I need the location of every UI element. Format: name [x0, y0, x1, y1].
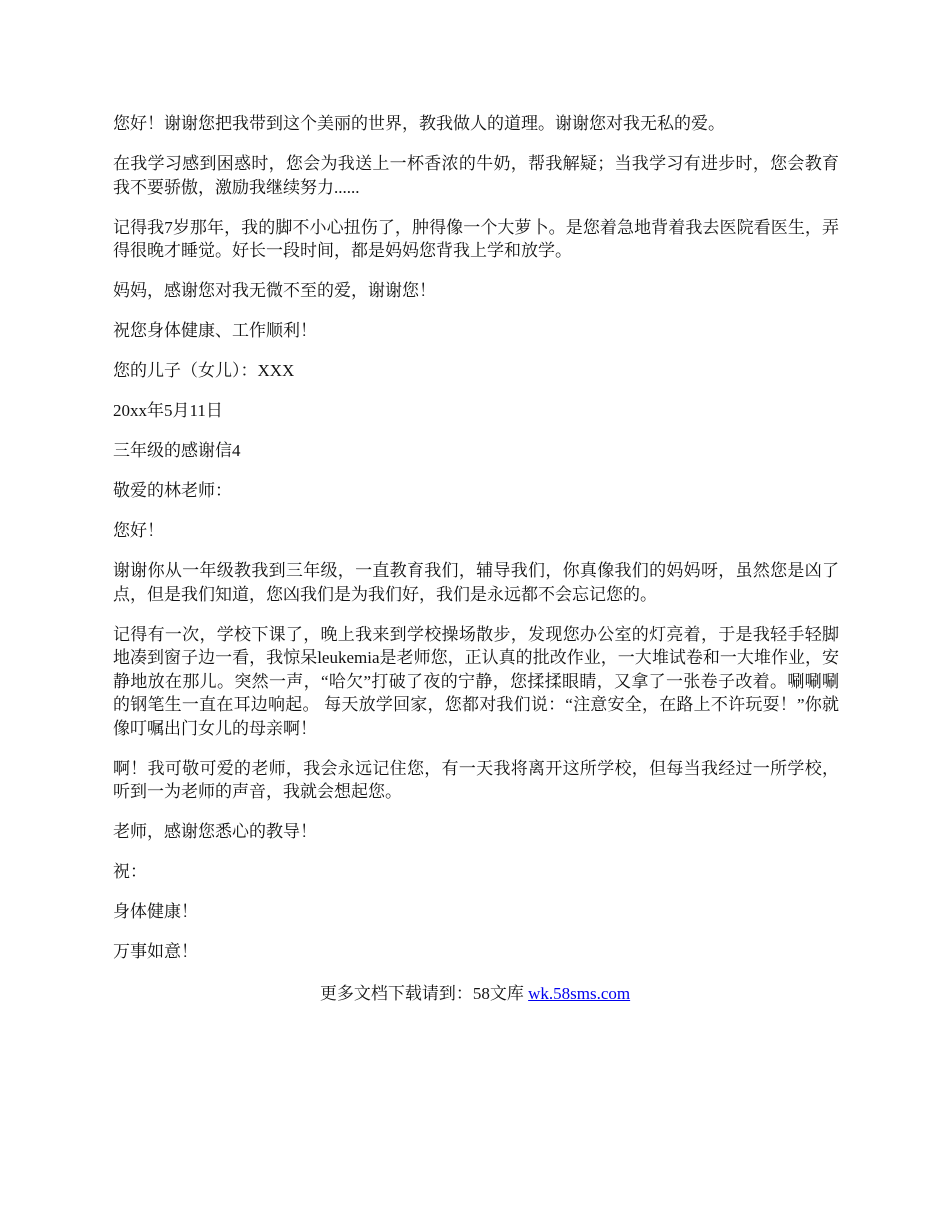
paragraph-signature: 您的儿子（女儿）：XXX: [113, 361, 295, 380]
paragraph-greeting: 您好！谢谢您把我带到这个美丽的世界，教我做人的道理。谢谢您对我无私的爱。: [113, 114, 725, 133]
paragraph-hello: 您好！: [113, 521, 164, 540]
paragraph-thanks-mom: 妈妈，感谢您对我无微不至的爱，谢谢您！: [113, 281, 436, 300]
paragraph-date: 20xx年5月11日: [113, 401, 223, 420]
paragraph-teacher-thanks: 谢谢你从一年级教我到三年级，一直教育我们，辅导我们，你真像我们的妈妈呀，虽然您是凶了点，但是我们知道，您凶我们是为我们好，我们是永远都不会忘记您的。: [113, 561, 839, 604]
paragraph-injury: 记得我7岁那年，我的脚不小心扭伤了，肿得像一个大萝卜。是您着急地背着我去医院看医生，弄得很晚才睡觉。好长一段时间，都是妈妈您背我上学和放学。: [113, 217, 839, 260]
paragraph-milk: 在我学习感到困惑时，您会为我送上一杯香浓的牛奶，帮我解疑；当我学习有进步时，您会教育我不要骄傲，激励我继续努力......: [113, 154, 839, 197]
paragraph-wellbeing: 万事如意！: [113, 942, 198, 961]
footer-text: 更多文档下载请到：58文库: [319, 984, 529, 1003]
paragraph-blessing: 祝：: [113, 862, 147, 881]
document-body: [113, 112, 839, 980]
section-title: 三年级的感谢信4: [113, 441, 241, 460]
paragraph-memory: 记得有一次，学校下课了，晚上我来到学校操场散步，发现您办公室的灯亮着，于是我轻手轻脚地凑到窗子边一看，我惊呆leukemia是老师您，正认真的批改作业，一大堆试卷和一大堆作业，安静地放在那儿。突然一声，“哈欠”打破了夜的宁静，您揉揉眼睛，又拿了一张卷子改着。唰唰唰的钢笔生一直在耳边响起。 每天放学回家，您都对我们说：“注意安全，在路上不许玩耍！”你就像叮嘱出门女儿的母亲啊！: [113, 624, 839, 738]
footer-link[interactable]: wk.58sms.com: [528, 984, 631, 1003]
paragraph-wish: 祝您身体健康、工作顺利！: [113, 321, 317, 340]
paragraph-gratitude: 老师，感谢您悉心的教导！: [113, 822, 317, 841]
paragraph-remember: 啊！我可敬可爱的老师，我会永远记住您，有一天我将离开这所学校，但每当我经过一所学校，听到一为老师的声音，我就会想起您。: [113, 758, 839, 801]
paragraph-salutation: 敬爱的林老师：: [113, 481, 232, 500]
paragraph-health: 身体健康！: [113, 902, 198, 921]
footer: [0, 982, 950, 1005]
